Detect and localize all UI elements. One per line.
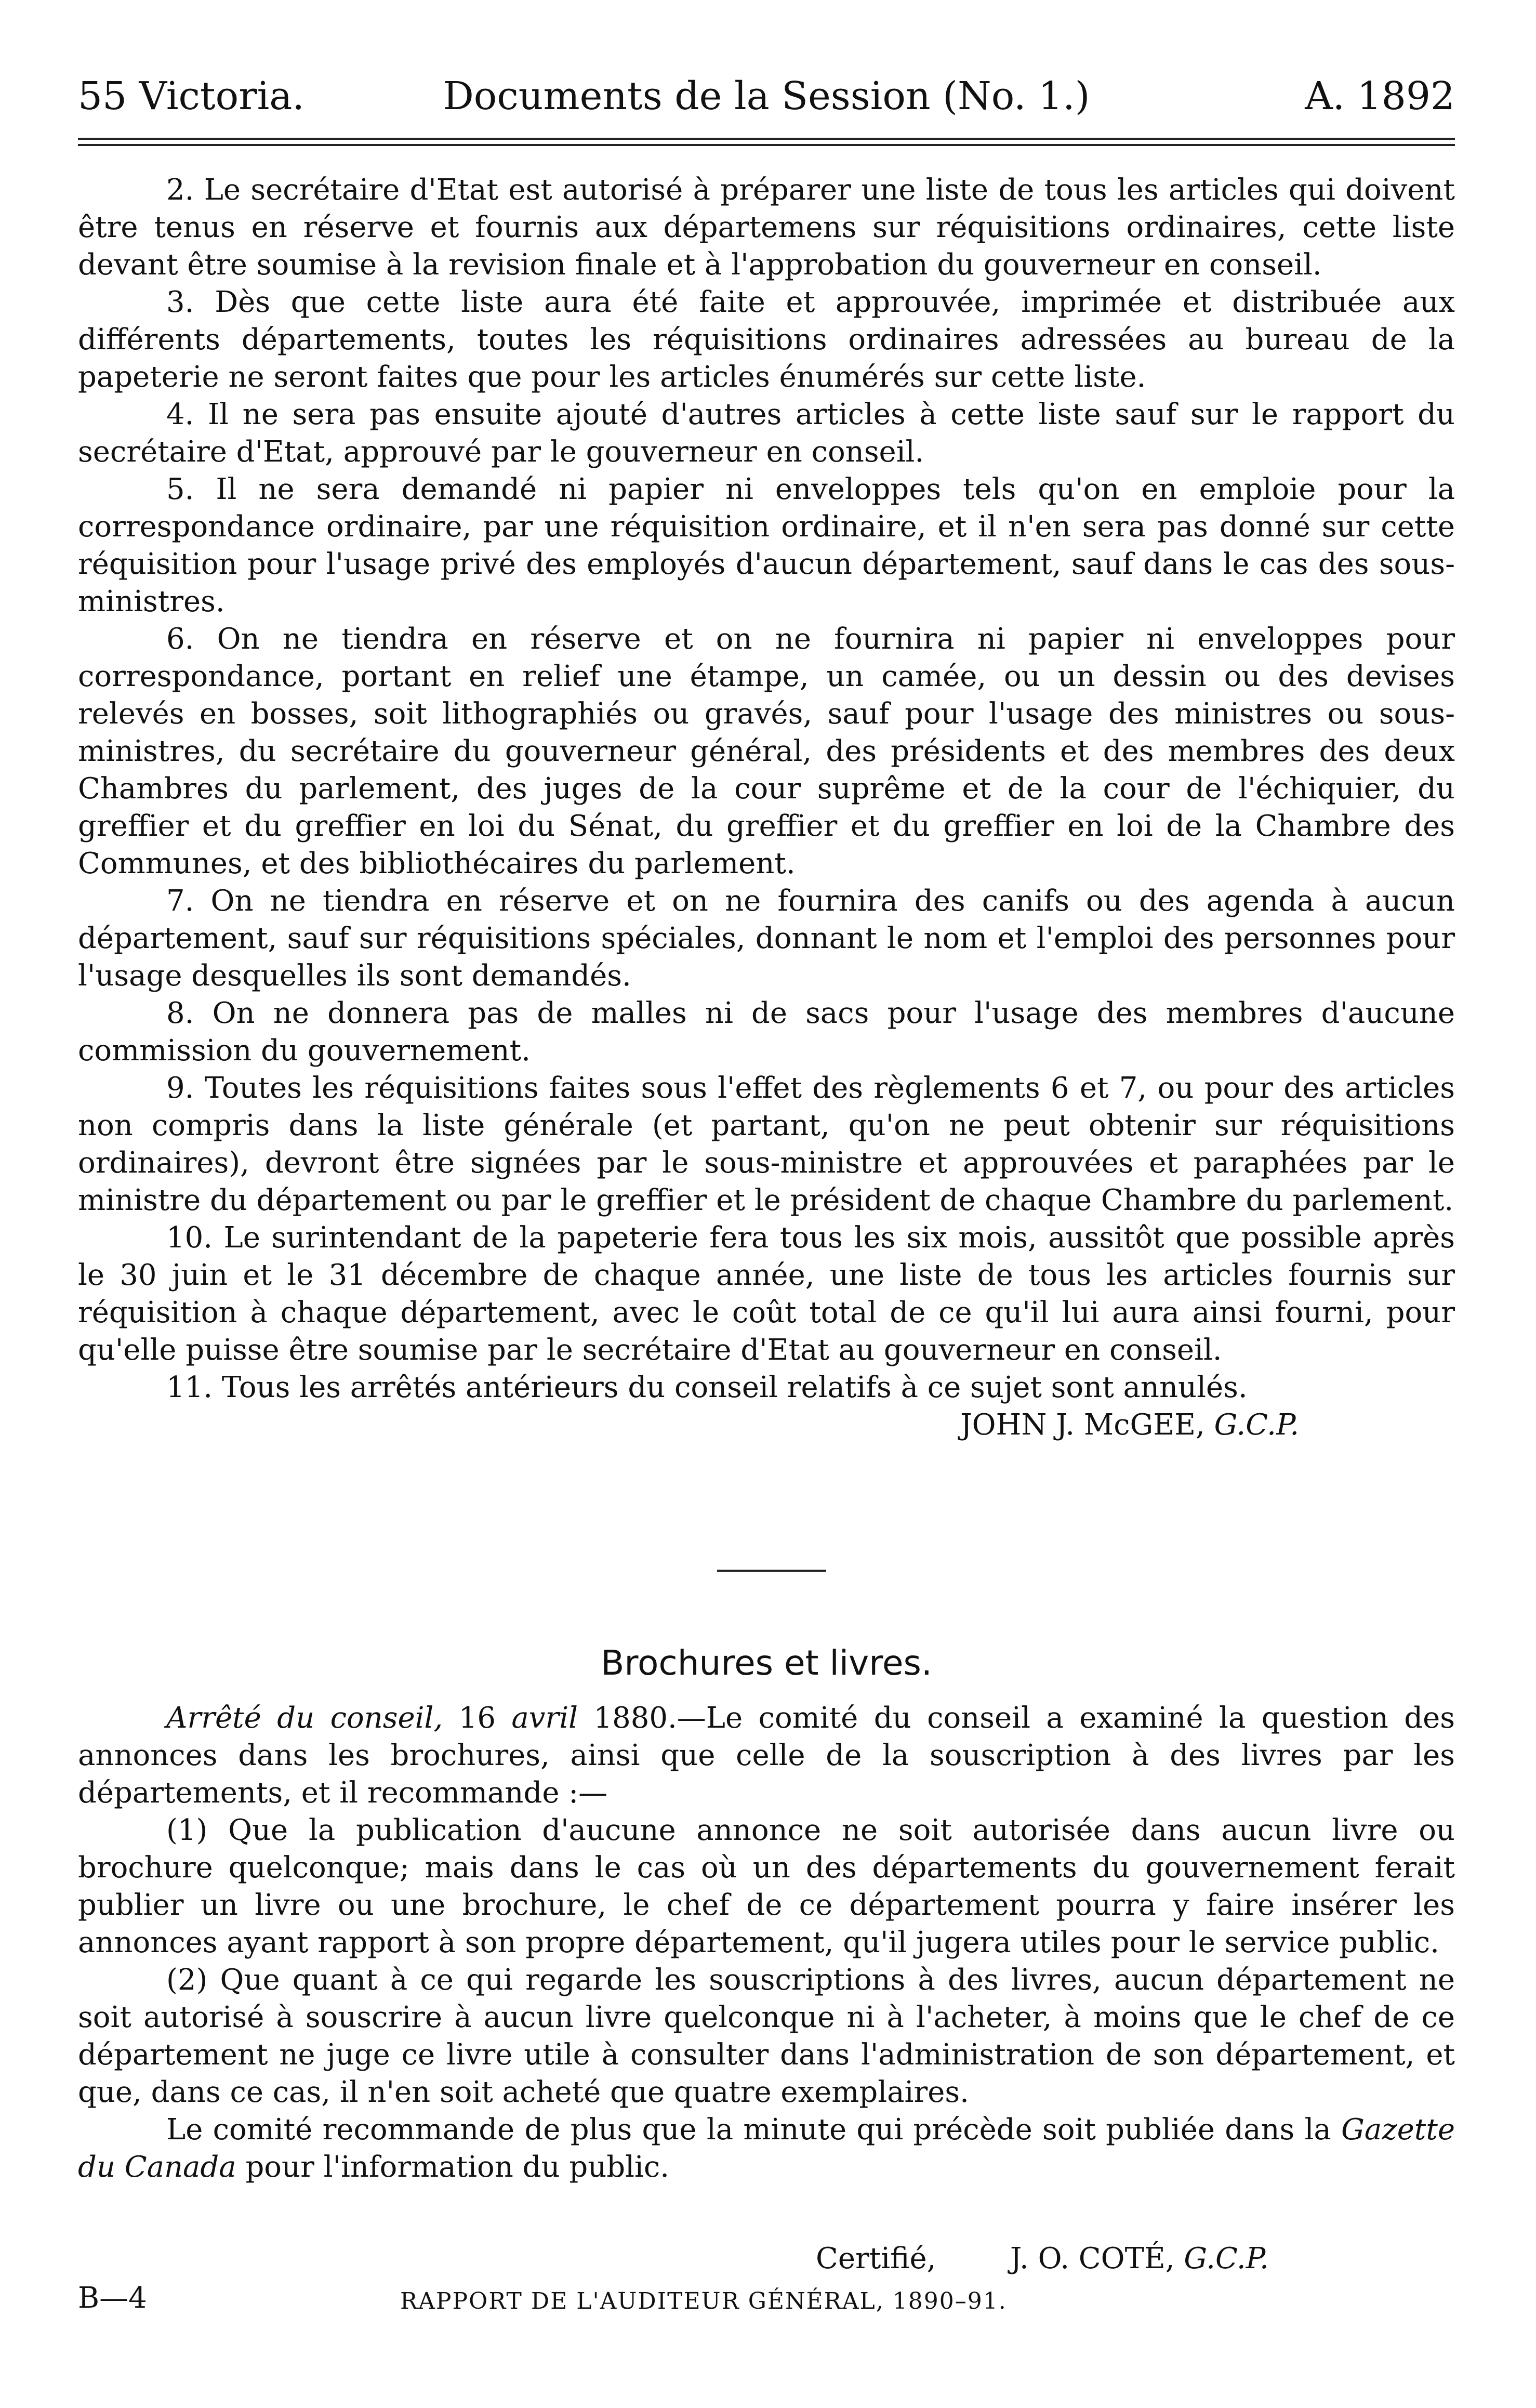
signer-title: G.C.P. xyxy=(1214,1408,1299,1442)
final-end: pour l'information du public. xyxy=(245,2150,670,2184)
page-year: A. 1892 xyxy=(1305,74,1455,119)
paragraph-3: 3. Dès que cette liste aura été faite et approuvée, imprimée et distribuée aux différents départements, toutes les réquisitions ordinaires adressées au bureau de la papeterie ne seront faites que pour les articles énumérés sur cette liste. xyxy=(78,285,1455,394)
brochures-text xyxy=(78,1700,1455,2186)
regulations-text xyxy=(78,172,1455,1444)
arrete-paragraph xyxy=(78,1700,1455,1812)
paragraph-9: 9. Toutes les réquisitions faites sous l'effet des règlements 6 et 7, ou pour des articles non compris dans la liste générale (et partant, qu'on ne peut obtenir sur réquisitions ordinaires), devront être signées par le sous-ministre et approuvées et paraphées par le ministre du département ou par le greffier et le président de chaque Chambre du parlement. xyxy=(78,1071,1455,1217)
paragraph-6: 6. On ne tiendra en réserve et on ne fournira ni papier ni enveloppes pour correspondance, portant en relief une étampe, un camée, ou un dessin ou des devises relevés en bosses, soit lithographiés ou gravés, sauf pour l'usage des ministres ou sous-ministres, du secrétaire du gouverneur général, des présidents et des membres des deux Chambres du parlement, des juges de la cour suprême et de la cour de l'échiquier, du greffier et du greffier en loi du Sénat, du greffier et du greffier en loi de la Chambre des Communes, et des bibliothécaires du parlement. xyxy=(78,622,1455,880)
recommendation-2: (2) Que quant à ce qui regarde les souscriptions à des livres, aucun département ne soit autorisé à souscrire à aucun livre quelconque ni à l'acheter, à moins que le chef de ce département ne juge ce livre utile à consulter dans l'administration de son département, et que, dans ce cas, il n'en soit acheté que quatre exemplaires. xyxy=(78,1963,1455,2109)
final-paragraph xyxy=(78,2111,1455,2186)
signer-name: JOHN J. McGEE, xyxy=(960,1408,1205,1442)
paragraph-7: 7. On ne tiendra en réserve et on ne fournira des canifs ou des agenda à aucun département, sauf sur réquisitions spéciales, donnant le nom et l'emploi des personnes pour l'usage desquelles ils sont demandés. xyxy=(78,884,1455,993)
cote-name: J. O. COTÉ, xyxy=(1010,2242,1175,2275)
session-year: 55 Victoria. xyxy=(78,74,304,119)
paragraph-10: 10. Le surintendant de la papeterie fera tous les six mois, aussitôt que possible après le 30 juin et le 31 décembre de chaque année, une liste de tous les articles fournis sur réquisition à chaque département, avec le coût total de ce qu'il lui aura ainsi fourni, pour qu'elle puisse être soumise par le secrétaire d'Etat au gouverneur en conseil. xyxy=(78,1221,1455,1367)
arrete-label: Arrêté du conseil, xyxy=(166,1701,443,1735)
paragraph-4: 4. Il ne sera pas ensuite ajouté d'autres articles à cette liste sauf sur le rapport du secrétaire d'Etat, approuvé par le gouverneur en conseil. xyxy=(78,398,1455,469)
arrete-body: 1880.—Le comité du conseil a examiné la question des annonces dans les brochures, ainsi que celle de la souscription à des livres par les départements, et il recommande :— xyxy=(78,1701,1455,1810)
header-rule-top xyxy=(78,138,1455,140)
paragraph-11: 11. Tous les arrêtés antérieurs du conseil relatifs à ce sujet sont annulés. xyxy=(166,1371,1248,1404)
gazette-title: Gazette du Canada xyxy=(78,2113,1455,2184)
paragraph-5: 5. Il ne sera demandé ni papier ni enveloppes tels qu'on en emploie pour la correspondance ordinaire, par une réquisition ordinaire, et il n'en sera pas donné sur cette réquisition pour l'usage privé des employés d'aucun département, sauf dans le cas des sous-ministres. xyxy=(78,472,1455,619)
document-title: Documents de la Session (No. 1.) xyxy=(443,74,1090,119)
section-title: Brochures et livres. xyxy=(601,1643,932,1683)
header-rule-bottom xyxy=(78,144,1455,146)
page-header xyxy=(78,68,1455,125)
section-divider xyxy=(717,1570,826,1572)
certifie-label: Certifié, xyxy=(816,2242,936,2275)
certification-line xyxy=(816,2240,1269,2278)
paragraph-2: 2. Le secrétaire d'Etat est autorisé à préparer une liste de tous les articles qui doivent être tenus en réserve et fournis aux départemens sur réquisitions ordinaires, cette liste devant être soumise à la revision finale et à l'approbation du gouverneur en conseil. xyxy=(78,173,1455,282)
page-code: B—4 xyxy=(78,2281,147,2315)
arrete-month: avril xyxy=(511,1701,578,1735)
paragraph-8: 8. On ne donnera pas de malles ni de sacs pour l'usage des membres d'aucune commission du gouvernement. xyxy=(78,996,1455,1068)
recommendation-1: (1) Que la publication d'aucune annonce ne soit autorisée dans aucun livre ou brochure quelconque; mais dans le cas où un des départements du gouvernement ferait publier un livre ou une brochure, le chef de ce département pourra y faire insérer les annonces ayant rapport à son propre département, qu'il jugera utiles pour le service public. xyxy=(78,1813,1455,1959)
report-title: RAPPORT DE L'AUDITEUR GÉNÉRAL, 1890–91. xyxy=(400,2288,1007,2314)
final-start: Le comité recommande de plus que la minute qui précède soit publiée dans la xyxy=(166,2113,1331,2147)
cote-title: G.C.P. xyxy=(1184,2242,1269,2275)
signature-mcgee xyxy=(78,1406,1455,1444)
arrete-day: 16 xyxy=(458,1701,496,1735)
